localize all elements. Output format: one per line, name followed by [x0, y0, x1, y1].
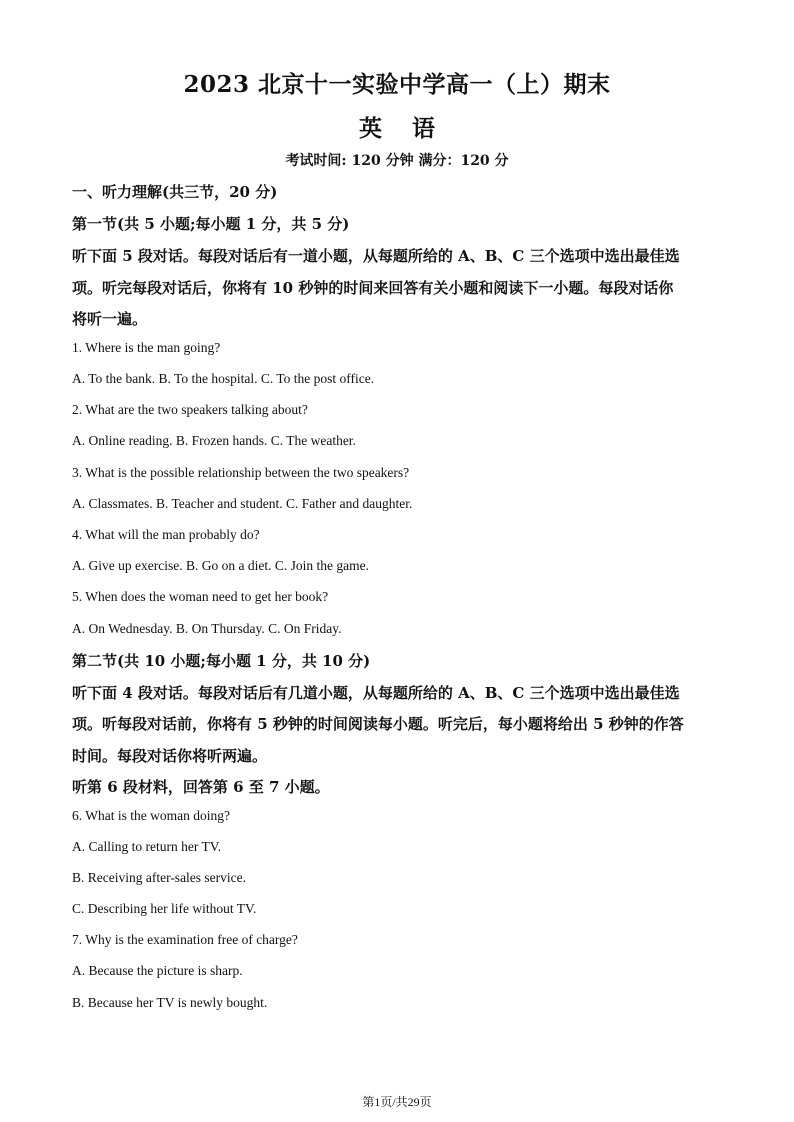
option: A. Because the picture is sharp.	[72, 963, 243, 978]
page-title: 2023 北京十一实验中学高一（上）期末	[183, 71, 611, 98]
options: A. On Wednesday. B. On Thursday. C. On Friday.	[72, 621, 342, 636]
instruction-line: 时间。每段对话你将听两遍。	[72, 747, 268, 765]
option: C. Describing her life without TV.	[72, 901, 257, 916]
instruction-line: 项。听每段对话前，你将有 5 秒钟的时间阅读每小题。听完后，每小题将给出 5 秒钟的作答	[72, 715, 684, 733]
options: A. Give up exercise. B. Go on a diet. C. Join the game.	[72, 558, 369, 573]
instruction-line: 听第 6 段材料，回答第 6 至 7 小题。	[72, 778, 330, 796]
option: A. Calling to return her TV.	[72, 839, 222, 854]
instruction-line: 将听一遍。	[72, 310, 148, 328]
instruction-line: 听下面 5 段对话。每段对话后有一道小题，从每题所给的 A、B、C 三个选项中选出最佳选	[72, 247, 680, 265]
subject-title: 英语	[359, 115, 465, 142]
section-heading: 一、听力理解(共三节，20 分)	[72, 183, 278, 201]
instruction-line: 项。听完每段对话后，你将有 10 秒钟的时间来回答有关小题和阅读下一小题。每段对话你	[72, 279, 674, 297]
question: 3. What is the possible relationship between the two speakers?	[72, 465, 410, 480]
question: 4. What will the man probably do?	[72, 527, 260, 542]
options: A. Online reading. B. Frozen hands. C. The weather.	[72, 433, 356, 448]
part-heading: 第二节(共 10 小题;每小题 1 分，共 10 分)	[72, 652, 371, 670]
question: 7. Why is the examination free of charge?	[72, 932, 298, 947]
question: 6. What is the woman doing?	[72, 808, 230, 823]
instruction-line: 听下面 4 段对话。每段对话后有几道小题，从每题所给的 A、B、C 三个选项中选出最佳选	[72, 684, 680, 702]
option: B. Receiving after-sales service.	[72, 870, 247, 885]
option: B. Because her TV is newly bought.	[72, 995, 268, 1010]
question: 2. What are the two speakers talking about?	[72, 402, 308, 417]
options: A. Classmates. B. Teacher and student. C. Father and daughter.	[72, 496, 413, 511]
page-number: 第1页/共29页	[362, 1095, 432, 1109]
exam-info: 考试时间: 120 分钟 满分：120 分	[285, 153, 509, 169]
question: 1. Where is the man going?	[72, 340, 221, 355]
question: 5. When does the woman need to get her book?	[72, 589, 329, 604]
part-heading: 第一节(共 5 小题;每小题 1 分，共 5 分)	[72, 215, 350, 233]
options: A. To the bank. B. To the hospital. C. To the post office.	[72, 371, 375, 386]
